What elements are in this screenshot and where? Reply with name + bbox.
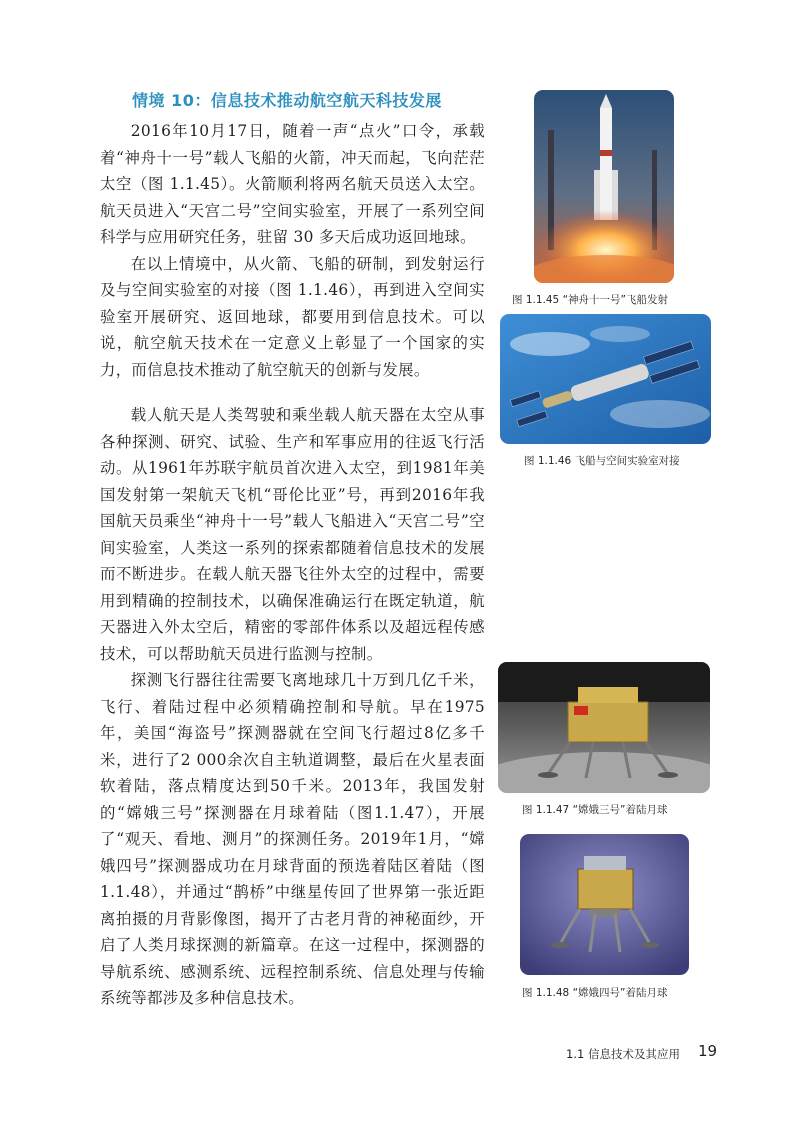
figure-caption-1-1-48: 图 1.1.48 “嫦娥四号”着陆月球 <box>522 987 668 999</box>
main-text <box>100 402 485 1012</box>
docking-image <box>500 314 711 444</box>
intro-text <box>100 118 485 383</box>
figure-caption-1-1-46: 图 1.1.46 飞船与空间实验室对接 <box>524 455 680 467</box>
intro-paragraph-1: 2016年10月17日，随着一声“点火”口令，承载着“神舟十一号”载人飞船的火箭，冲天而起，飞向茫茫太空（图 1.1.45）。火箭顺利将两名航天员送入太空。航天员进入“天宫二号”空间实验室，开展了一系列空间科学与应用研究任务，驻留 30 多天后成功返回地球。 <box>100 122 485 246</box>
page-number: 19 <box>698 1042 718 1060</box>
change-3-lander-image <box>498 662 710 793</box>
intro-paragraph-2: 在以上情境中，从火箭、飞船的研制，到发射运行及与空间实验室的对接（图 1.1.46），再到进入空间实验室开展研究、返回地球，都要用到信息技术。可以说，航空航天技术在一定意义上彰显了一个国家的实力，而信息技术推动了航空航天的创新与发展。 <box>100 254 485 379</box>
main-paragraph-1: 载人航天是人类驾驶和乘坐载人航天器在太空从事各种探测、研究、试验、生产和军事应用的往返飞行活动。从1961年苏联宇航员首次进入太空，到1981年美国发射第一架航天飞机“哥伦比亚”号，再到2016年我国航天员乘坐“神舟十一号”载人飞船进入“天宫二号”空间实验室，人类这一系列的探索都随着信息技术的发展而不断进步。在载人航天器飞往外太空的过程中，需要用到精确的控制技术，以确保准确运行在既定轨道，航天器进入外太空后，精密的零部件体系以及超远程传感技术，可以帮助航天员进行监测与控制。 <box>100 406 485 663</box>
figure-caption-1-1-47: 图 1.1.47 “嫦娥三号”着陆月球 <box>522 804 668 816</box>
main-paragraph-2: 探测飞行器往往需要飞离地球几十万到几亿千米，飞行、着陆过程中必须精确控制和导航。早在1975年，美国“海盗号”探测器就在空间飞行超过8亿多千米，进行了2 000余次自主轨道调整，最后在火星表面软着陆，落点精度达到50千米。2013年，我国发射的“嫦娥三号”探测器在月球着陆（图1.1.47），开展了“观天、看地、测月”的探测任务。2019年1月，“嫦娥四号”探测器成功在月球背面的预选着陆区着陆（图1.1.48），并通过“鹊桥”中继星传回了世界第一张近距离拍摄的月背影像图，揭开了古老月背的神秘面纱，开启了人类月球探测的新篇章。在这一过程中，探测器的导航系统、感测系统、远程控制系统、信息处理与传输系统等都涉及多种信息技术。 <box>100 671 485 1007</box>
change-4-lander-image <box>520 834 689 975</box>
section-title: 情境 10：信息技术推动航空航天科技发展 <box>132 91 442 110</box>
rocket-launch-image <box>534 90 674 283</box>
figure-caption-1-1-45: 图 1.1.45 “神舟十一号”飞船发射 <box>512 294 668 306</box>
footer-section-title: 1.1 信息技术及其应用 <box>566 1047 680 1061</box>
